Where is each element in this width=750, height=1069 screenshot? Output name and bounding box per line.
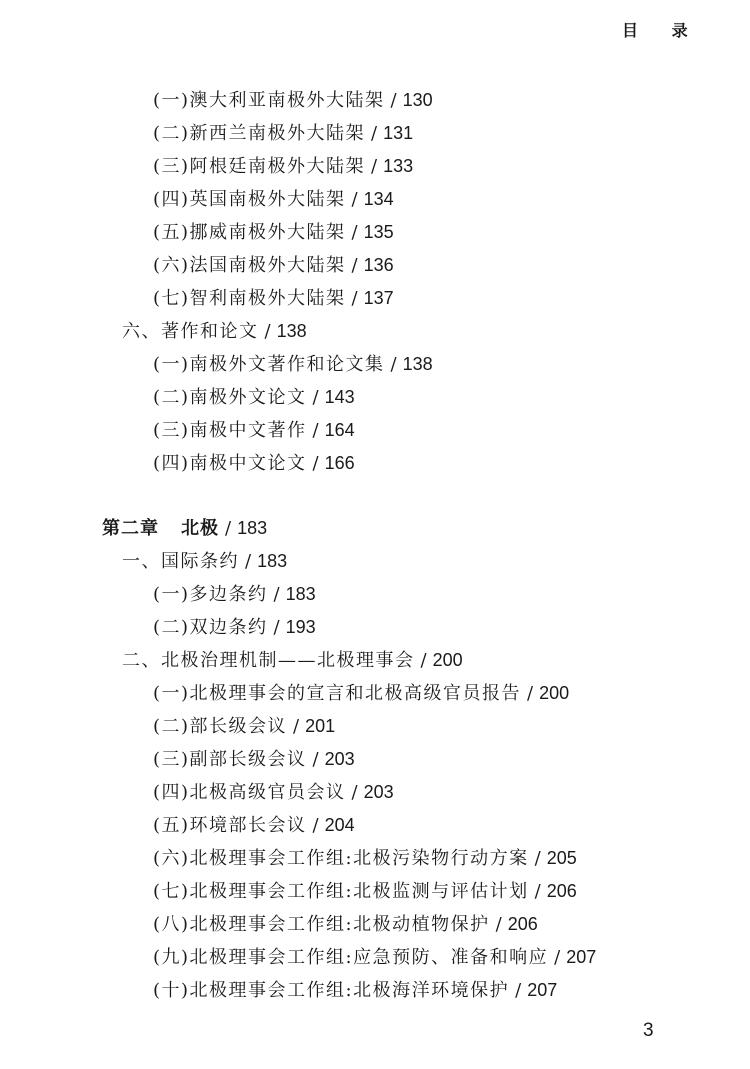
toc-entry-separator: / [351, 255, 358, 276]
toc-entry [153, 121, 413, 146]
toc-entry [153, 88, 433, 113]
toc-entry-separator: / [312, 815, 319, 836]
toc-entry-title: 二、北极治理机制——北极理事会 [122, 650, 415, 671]
toc-entry [122, 549, 287, 574]
toc-entry-separator: / [312, 420, 319, 441]
toc-entry [153, 714, 335, 739]
toc-entry-page-number: 137 [363, 288, 394, 308]
toc-entry [153, 813, 355, 838]
toc-entry-separator: / [534, 848, 541, 869]
toc-entry-separator: / [351, 189, 358, 210]
chapter-page-number: 183 [237, 518, 268, 538]
toc-entry [153, 451, 355, 476]
toc-entry-title: (三)南极中文著作 [153, 420, 307, 441]
toc-entry [153, 352, 433, 377]
toc-entry-separator: / [245, 551, 252, 572]
toc-entry-title: (六)法国南极外大陆架 [153, 255, 346, 276]
toc-entry-title: (二)部长级会议 [153, 716, 288, 737]
toc-entry-title: (八)北极理事会工作组:北极动植物保护 [153, 914, 490, 935]
toc-entry-separator: / [527, 683, 534, 704]
toc-entry-title: (三)阿根廷南极外大陆架 [153, 156, 366, 177]
toc-entry-title: (二)双边条约 [153, 617, 268, 638]
toc-entry [153, 187, 394, 212]
toc-entry-separator: / [312, 749, 319, 770]
toc-entry [153, 912, 538, 937]
toc-entry-page-number: 204 [324, 815, 355, 835]
toc-entry-separator: / [273, 584, 280, 605]
toc-entry [153, 286, 394, 311]
toc-entry-separator: / [371, 156, 378, 177]
toc-entry-separator: / [371, 123, 378, 144]
toc-entry-page-number: 183 [285, 584, 316, 604]
toc-entry-title: (七)北极理事会工作组:北极监测与评估计划 [153, 881, 529, 902]
toc-entry-title: (四)南极中文论文 [153, 453, 307, 474]
toc-entry-title: (四)北极高级官员会议 [153, 782, 346, 803]
toc-entry-separator: / [293, 716, 300, 737]
toc-entry-title: (一)北极理事会的宣言和北极高级官员报告 [153, 683, 522, 704]
toc-entry-title: (五)环境部长会议 [153, 815, 307, 836]
toc-entry [153, 253, 394, 278]
toc-entry-page-number: 166 [324, 453, 355, 473]
toc-entry-title: (一)多边条约 [153, 584, 268, 605]
toc-entry-page-number: 133 [383, 156, 414, 176]
toc-entry-title: (一)澳大利亚南极外大陆架 [153, 90, 385, 111]
toc-entry-separator: / [351, 782, 358, 803]
toc-entry [153, 747, 355, 772]
toc-entry-page-number: 201 [305, 716, 336, 736]
toc-entry-page-number: 203 [324, 749, 355, 769]
toc-entry-page-number: 183 [257, 551, 288, 571]
toc-entry-title: (一)南极外文著作和论文集 [153, 354, 385, 375]
toc-entry-title: (十)北极理事会工作组:北极海洋环境保护 [153, 980, 510, 1001]
toc-entry-separator: / [420, 650, 427, 671]
toc-entry-title: (五)挪威南极外大陆架 [153, 222, 346, 243]
toc-entry-separator: / [312, 387, 319, 408]
toc-entry-title: (三)副部长级会议 [153, 749, 307, 770]
toc-entry [153, 780, 394, 805]
toc-entry-page-number: 200 [432, 650, 463, 670]
toc-entry-separator: / [515, 980, 522, 1001]
toc-entry-separator: / [495, 914, 502, 935]
toc-entry-page-number: 131 [383, 123, 414, 143]
toc-entry-page-number: 134 [363, 189, 394, 209]
toc-entry-page-number: 207 [566, 947, 597, 967]
toc-entry-separator: / [390, 90, 397, 111]
running-head: 目 录 [622, 21, 702, 40]
toc-entry-page-number: 203 [363, 782, 394, 802]
toc-entry [153, 418, 355, 443]
toc-entry-page-number: 200 [539, 683, 570, 703]
toc-entry-separator: / [264, 321, 271, 342]
toc-entry [153, 879, 577, 904]
toc-entry-title: (六)北极理事会工作组:北极污染物行动方案 [153, 848, 529, 869]
chapter-heading [102, 516, 267, 541]
toc-entry [153, 945, 596, 970]
toc-entry-separator: / [351, 222, 358, 243]
toc-entry-title: 一、国际条约 [122, 551, 239, 572]
toc-entry-page-number: 135 [363, 222, 394, 242]
toc-entry [153, 582, 316, 607]
toc-entry-page-number: 143 [324, 387, 355, 407]
chapter-separator: / [225, 518, 232, 539]
toc-entry-title: (九)北极理事会工作组:应急预防、准备和响应 [153, 947, 549, 968]
toc-entry-page-number: 206 [546, 881, 577, 901]
toc-entry-separator: / [554, 947, 561, 968]
chapter-name: 北极 [181, 518, 219, 539]
chapter-label: 第二章 [102, 518, 159, 539]
toc-entry [153, 681, 569, 706]
toc-entry-page-number: 130 [402, 90, 433, 110]
toc-entry [153, 978, 557, 1003]
toc-entry [153, 385, 355, 410]
toc-entry [122, 319, 307, 344]
toc-entry-separator: / [351, 288, 358, 309]
toc-entry-page-number: 205 [546, 848, 577, 868]
toc-entry-page-number: 164 [324, 420, 355, 440]
toc-entry [153, 615, 316, 640]
toc-entry-page-number: 207 [527, 980, 558, 1000]
toc-entry [122, 648, 463, 673]
toc-entry-title: (二)南极外文论文 [153, 387, 307, 408]
toc-entry-page-number: 206 [507, 914, 538, 934]
toc-entry-page-number: 136 [363, 255, 394, 275]
toc-entry [153, 154, 413, 179]
toc-entry-separator: / [273, 617, 280, 638]
toc-entry-page-number: 138 [276, 321, 307, 341]
toc-entry-page-number: 193 [285, 617, 316, 637]
toc-entry [153, 846, 577, 871]
toc-entry-title: (七)智利南极外大陆架 [153, 288, 346, 309]
toc-entry-title: 六、著作和论文 [122, 321, 259, 342]
toc-entry-page-number: 138 [402, 354, 433, 374]
toc-entry-title: (四)英国南极外大陆架 [153, 189, 346, 210]
page-folio: 3 [643, 1020, 654, 1041]
toc-entry-separator: / [312, 453, 319, 474]
toc-entry [153, 220, 394, 245]
toc-entry-title: (二)新西兰南极外大陆架 [153, 123, 366, 144]
toc-entry-separator: / [390, 354, 397, 375]
toc-entry-separator: / [534, 881, 541, 902]
